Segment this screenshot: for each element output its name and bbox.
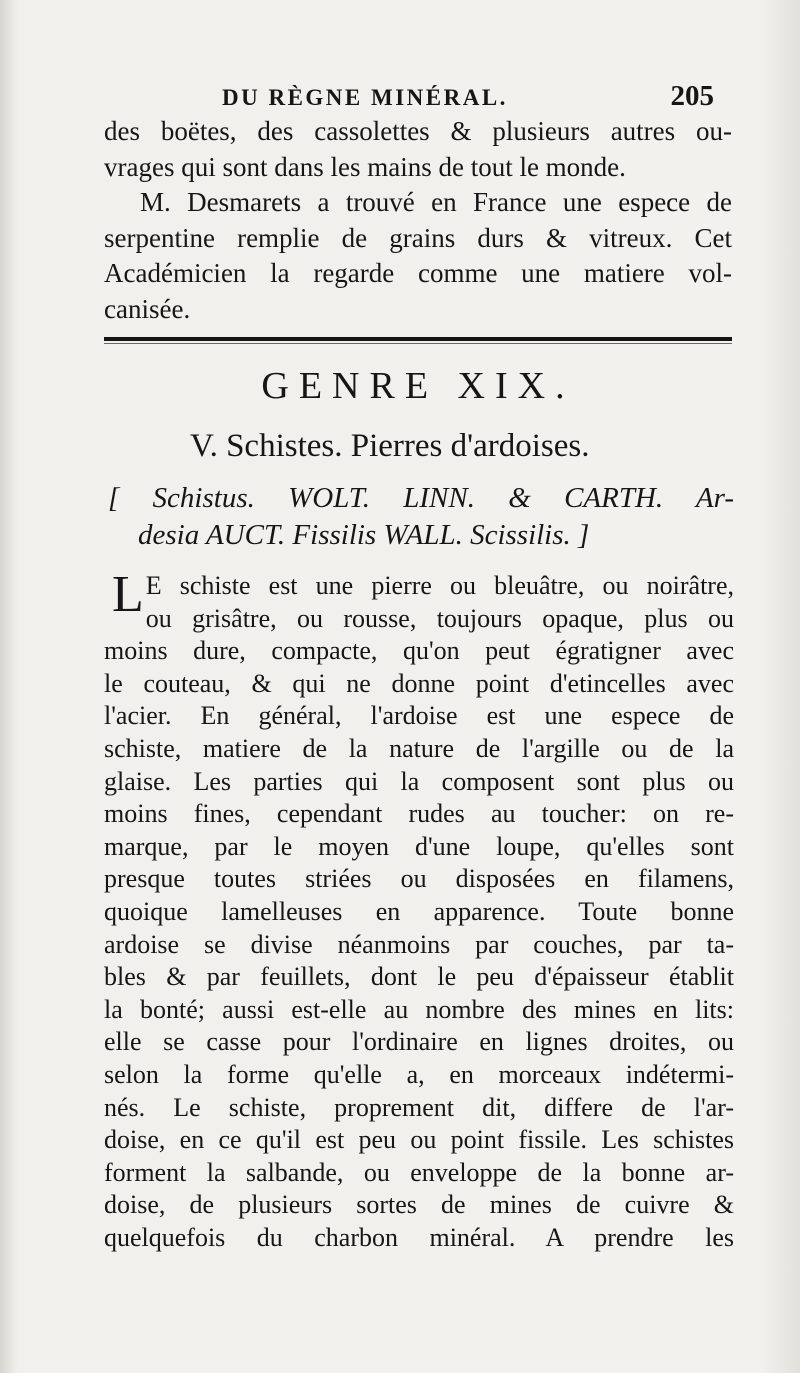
text-line: selon la forme qu'elle a, en morceaux indétermi-: [104, 1059, 734, 1089]
text-line: l'acier. En général, l'ardoise est une espece de: [104, 701, 734, 731]
synonym-line: [ Schistus. WOLT. LINN. & CARTH. Ar-: [108, 482, 734, 514]
section-rule-thin: [104, 343, 732, 344]
genre-heading: GENRE XIX.: [261, 365, 575, 407]
text-line: elle se casse pour l'ordinaire en lignes droites, ou: [104, 1027, 734, 1057]
text-line: schiste, matiere de la nature de l'argille ou de la: [104, 733, 734, 763]
text-line: quoique lamelleuses en apparence. Toute bonne: [104, 896, 734, 926]
text-line: quelquefois du charbon minéral. A prendre les: [104, 1222, 734, 1252]
text-line: serpentine remplie de grains durs & vitreux. Cet: [104, 222, 732, 253]
running-title: DU RÈGNE MINÉRAL.: [222, 85, 508, 110]
text-line: M. Desmarets a trouvé en France une espece de: [140, 187, 732, 217]
text-line: presque toutes striées ou disposées en filamens,: [104, 864, 734, 894]
section-subheading: V. Schistes. Pierres d'ardoises.: [190, 428, 590, 464]
synonyms-block: [108, 480, 734, 554]
synonym-line: desia AUCT. Fissilis WALL. Scissilis. ]: [138, 519, 590, 551]
text-line: ardoise se divise néanmoins par couches, par ta-: [104, 929, 734, 959]
text-line: moins fines, cependant rudes au toucher: on re-: [104, 799, 734, 829]
text-line: E schiste est une pierre ou bleuâtre, ou noirâtre,: [145, 571, 734, 600]
drop-cap: L: [112, 566, 144, 623]
page-number: 205: [670, 80, 714, 112]
text-line: glaise. Les parties qui la composent sont plus ou: [104, 766, 734, 796]
text-line: moins dure, compacte, qu'on peut égratigner avec: [104, 636, 734, 666]
text-line: Académicien la regarde comme une matiere vol-: [104, 258, 732, 288]
text-line: vrages qui sont dans les mains de tout le monde.: [104, 151, 626, 182]
text-line: bles & par feuillets, dont le peu d'épaisseur établit: [104, 962, 734, 992]
text-line: doise, de plusieurs sortes de mines de cuivre &: [104, 1190, 734, 1220]
intro-paragraphs: [104, 114, 732, 327]
text-line: canisée.: [104, 293, 191, 324]
text-line: des boëtes, des cassolettes & plusieurs autres ou-: [104, 116, 732, 146]
text-line: marque, par le moyen d'une loupe, qu'elles sont: [104, 831, 734, 861]
running-header: [222, 80, 714, 113]
text-line: ou grisâtre, ou rousse, toujours opaque, plus ou: [145, 603, 734, 633]
text-line: nés. Le schiste, proprement dit, differe de l'ar-: [104, 1092, 734, 1122]
text-line: le couteau, & qui ne donne point d'etincelles avec: [104, 668, 734, 698]
text-line: forment la salbande, ou enveloppe de la bonne ar-: [104, 1157, 734, 1187]
text-line: la bonté; aussi est-elle au nombre des mines en lits:: [104, 994, 734, 1024]
text-line: doise, en ce qu'il est peu ou point fissile. Les schistes: [104, 1125, 734, 1155]
section-rule: [104, 337, 732, 341]
body-text: [104, 566, 734, 1254]
